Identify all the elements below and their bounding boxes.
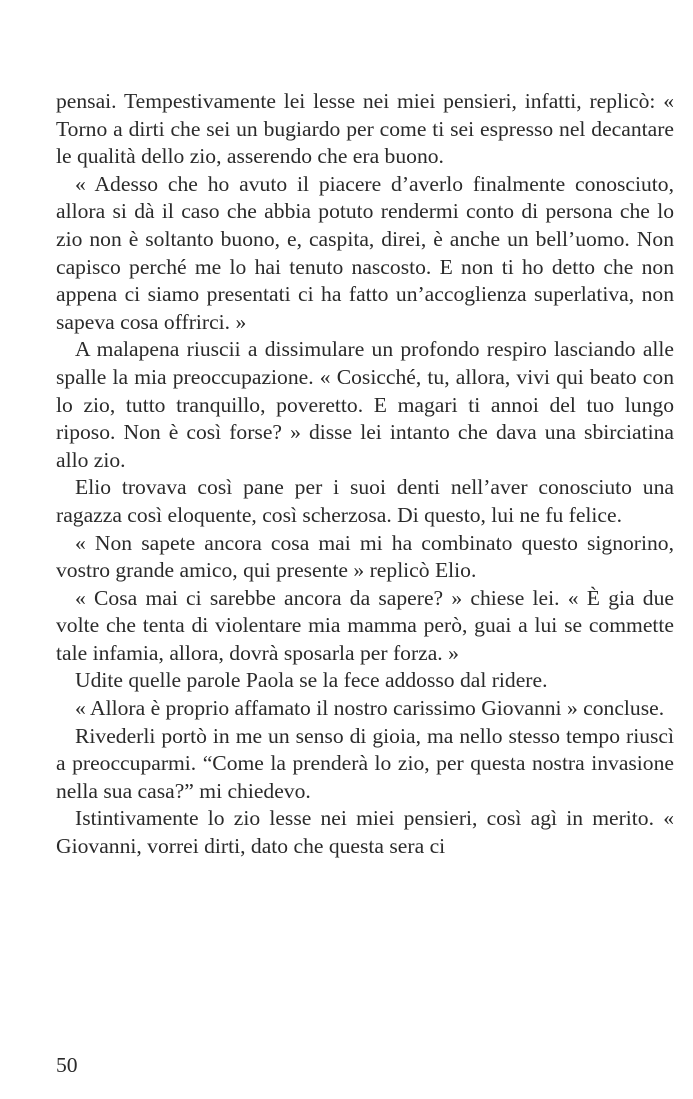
paragraph-7: Udite quelle parole Paola se la fece addosso dal ridere. xyxy=(75,668,548,693)
paragraph-8: « Allora è proprio affamato il nostro carissimo Giovanni » concluse. xyxy=(75,696,665,721)
page-number: 50 xyxy=(56,1053,78,1077)
body-text xyxy=(56,88,674,861)
paragraph-2: « Adesso che ho avuto il piacere d’averlo finalmente conosciuto, allora si dà il caso che abbia potuto rendermi conto di persona che lo zio non è soltanto buono, e, caspita, direi, è anche un bell’uomo. Non capisco perché me lo hai tenuto nascosto. E non ti ho detto che non appena ci siamo presentati ci ha fatto un’accoglienza superlativa, non sapeva cosa offrirci. » xyxy=(56,171,674,334)
paragraph-3: A malapena riuscii a dissimulare un profondo respiro lasciando alle spalle la mia preoccupazione. « Cosicché, tu, allora, vivi qui beato con lo zio, tutto tranquillo, poveretto. E magari ti annoi del tuo lungo riposo. Non è così forse? » disse lei intanto che dava una sbirciatina allo zio. xyxy=(56,337,674,472)
paragraph-6: « Cosa mai ci sarebbe ancora da sapere? » chiese lei. « È gia due volte che tenta di violentare mia mamma però, guai a lui se commette tale infamia, allora, dovrà sposarla per forza. » xyxy=(56,585,674,665)
paragraph-4: Elio trovava così pane per i suoi denti nell’aver conosciuto una ragazza così eloquente, così scherzosa. Di questo, lui ne fu felice. xyxy=(56,475,674,527)
paragraph-1: pensai. Tempestivamente lei lesse nei miei pensieri, infatti, replicò: « Torno a dirti che sei un bugiardo per come ti sei espresso nel decantare le qualità dello zio, asserendo che era buono. xyxy=(56,89,674,169)
paragraph-9: Rivederli portò in me un senso di gioia, ma nello stesso tempo riuscì a preoccuparmi. “Come la prenderà lo zio, per questa nostra invasione nella sua casa?” mi chiedevo. xyxy=(56,723,674,803)
paragraph-5: « Non sapete ancora cosa mai mi ha combinato questo signorino, vostro grande amico, qui presente » replicò Elio. xyxy=(56,530,674,583)
paragraph-10: Istintivamente lo zio lesse nei miei pensieri, così agì in merito. « Giovanni, vorrei dirti, dato che questa sera ci xyxy=(56,806,674,859)
